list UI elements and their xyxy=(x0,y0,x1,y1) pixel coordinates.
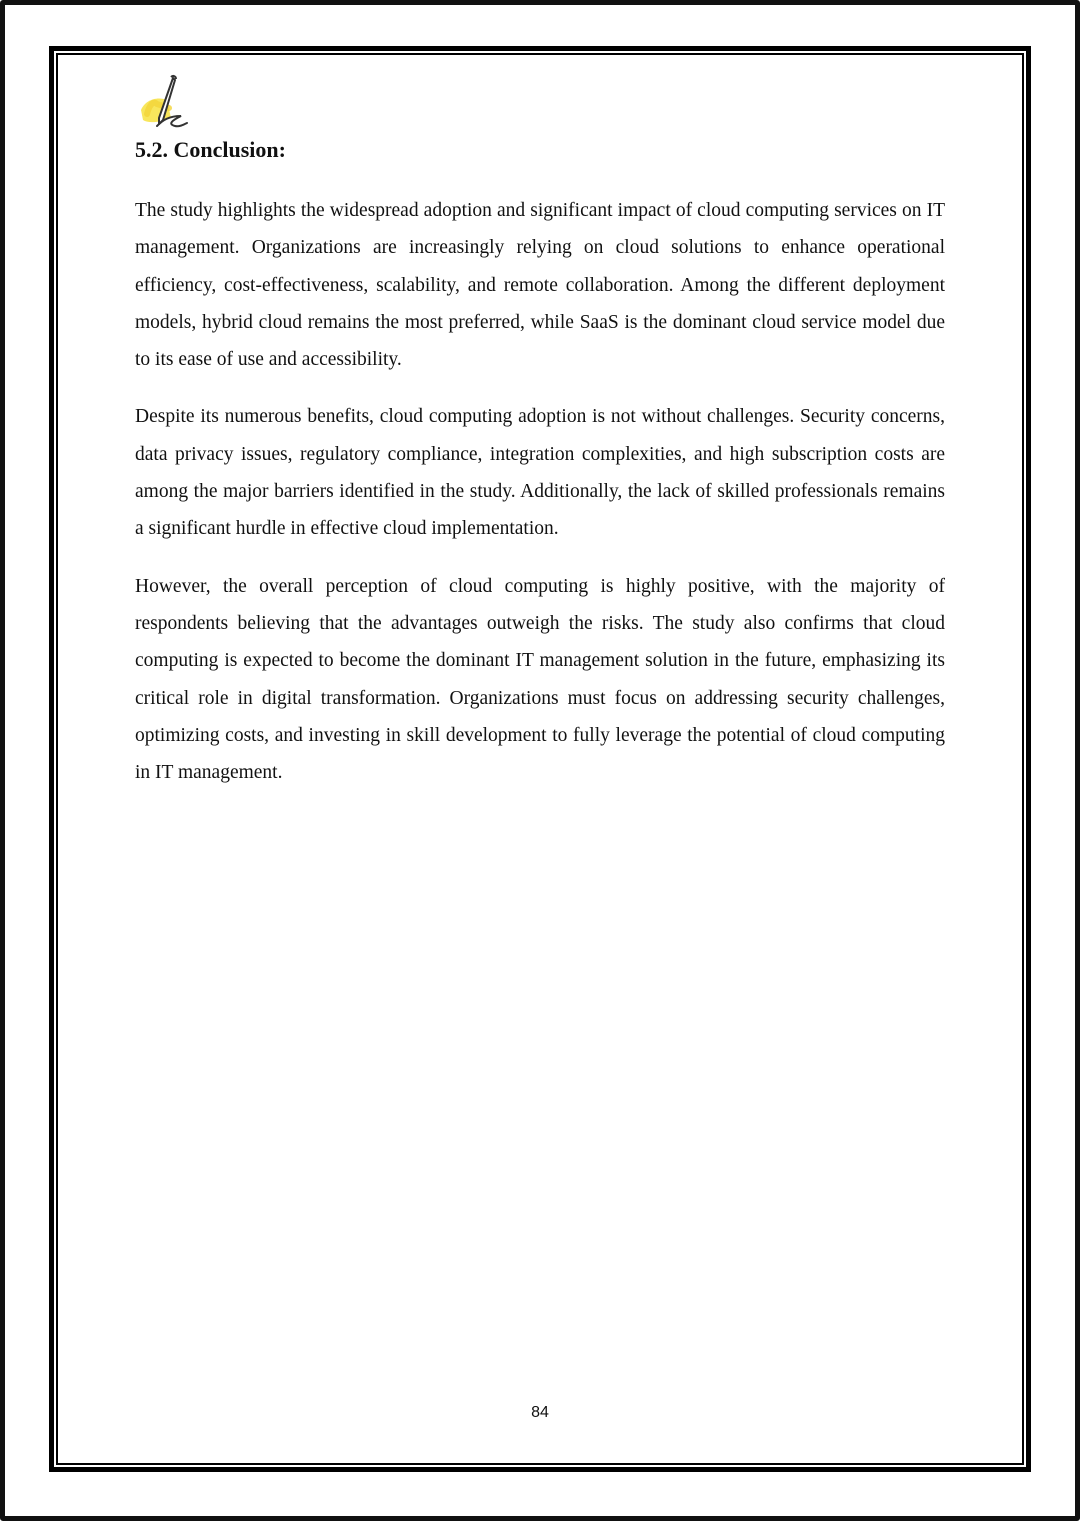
page-number: 84 xyxy=(531,1404,549,1421)
pen-writing-icon xyxy=(135,70,197,132)
paragraph-perception: However, the overall perception of cloud computing is highly positive, with the majority of respondents believing that the advantages outweigh the risks. The study also confirms that cloud computing is expected to become the dominant IT management solution in the future, emphasizing its critical role in digital transformation. Organizations must focus on addressing security challenges, optimizing costs, and investing in skill development to fully leverage the potential of cloud computing in IT management. xyxy=(135,575,945,784)
section-heading: 5.2. Conclusion: xyxy=(135,137,286,162)
paragraph-adoption: The study highlights the widespread adoption and significant impact of cloud computing services on IT management. Organizations are increasingly relying on cloud solutions to enhance operational efficiency, cost-effectiveness, scalability, and remote collaboration. Among the different deployment models, hybrid cloud remains the most preferred, while SaaS is the dominant cloud service model due to its ease of use and accessibility. xyxy=(135,200,945,371)
page-content xyxy=(135,70,945,791)
paragraph-challenges: Despite its numerous benefits, cloud computing adoption is not without challenges. Security concerns, data privacy issues, regulatory compliance, integration complexities, and high subscription costs are among the major barriers identified in the study. Additionally, the lack of skilled professionals remains a significant hurdle in effective cloud implementation. xyxy=(135,406,945,540)
